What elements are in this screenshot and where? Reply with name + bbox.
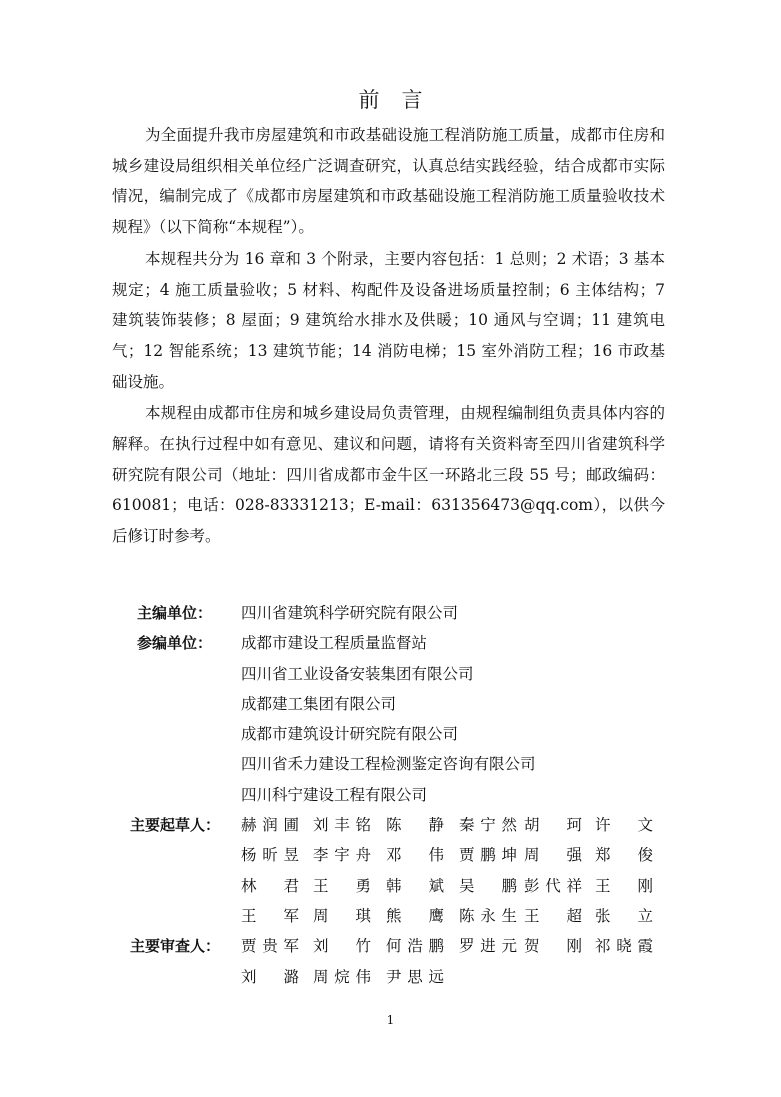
participating-unit-row xyxy=(112,659,672,689)
participating-unit-name: 成都市建设工程质量监督站 xyxy=(241,634,428,653)
participating-unit-row xyxy=(112,689,672,719)
drafter-name: 郑俊 xyxy=(595,846,653,865)
drafter-name: 李宇舟 xyxy=(313,846,371,865)
page-title: 前言 xyxy=(358,88,445,112)
drafter-name: 熊鹰 xyxy=(386,906,444,925)
drafter-name: 韩斌 xyxy=(386,876,444,895)
participating-unit-name: 成都市建筑设计研究院有限公司 xyxy=(241,725,459,744)
drafters-row xyxy=(112,901,672,931)
drafter-name: 陈静 xyxy=(386,816,444,835)
drafter-name: 许文 xyxy=(595,816,653,835)
page-number: 1 xyxy=(386,1013,395,1027)
participating-units-label: 参编单位： xyxy=(137,634,213,653)
preface-body xyxy=(112,120,665,552)
reviewer-name: 贾贵军 xyxy=(241,937,299,956)
participating-unit-row xyxy=(112,628,672,658)
drafters-row xyxy=(112,871,672,901)
drafter-name: 王超 xyxy=(524,906,582,925)
drafter-name: 杨昕昱 xyxy=(241,846,299,865)
preface-paragraph: 本规程共分为 16 章和 3 个附录，主要内容包括：1 总则；2 术语；3 基本规定；4 施工质量验收；5 材料、构配件及设备进场质量控制；6 主体结构；7 建筑装饰装修；8 屋面；9 建筑给水排水及供暖；10 通风与空调；11 建筑电气；12 智能系统；13 建筑节能；14 消防电梯；15 室外消防工程；16 市政基础设施。 xyxy=(112,249,665,391)
reviewer-name: 刘竹 xyxy=(313,937,371,956)
drafter-name: 张立 xyxy=(595,906,653,925)
reviewer-name: 尹思远 xyxy=(386,967,444,986)
participating-unit-row xyxy=(112,749,672,779)
reviewer-name: 贺刚 xyxy=(524,937,582,956)
participating-unit-name: 四川科宁建设工程有限公司 xyxy=(241,785,428,804)
drafter-name: 周琪 xyxy=(313,906,371,925)
preface-paragraph: 本规程由成都市住房和城乡建设局负责管理，由规程编制组负责具体内容的解释。在执行过程中如有意见、建议和问题，请将有关资料寄至四川省建筑科学研究院有限公司（地址：四川省成都市金牛区一环路北三段 55 号；邮政编码：610081；电话：028-83331213；E-mail：631356473@qq.com），以供今后修订时参考。 xyxy=(112,404,665,546)
drafter-name: 王刚 xyxy=(595,876,653,895)
preface-paragraph: 为全面提升我市房屋建筑和市政基础设施工程消防施工质量，成都市住房和城乡建设局组织相关单位经广泛调查研究，认真总结实践经验，结合成都市实际情况，编制完成了《成都市房屋建筑和市政基础设施工程消防施工质量验收技术规程》（以下简称“本规程”）。 xyxy=(112,126,665,237)
chief-unit-row xyxy=(112,598,672,628)
drafter-name: 王军 xyxy=(241,906,299,925)
drafter-name: 彭代祥 xyxy=(524,876,582,895)
participating-unit-name: 成都建工集团有限公司 xyxy=(241,694,397,713)
drafter-name: 秦宁然 xyxy=(459,816,517,835)
participating-unit-name: 四川省工业设备安装集团有限公司 xyxy=(241,664,474,683)
chief-unit-label: 主编单位： xyxy=(137,604,213,622)
drafter-name: 周强 xyxy=(524,846,582,865)
participating-unit-row xyxy=(112,719,672,749)
drafter-name: 胡珂 xyxy=(524,816,582,835)
reviewer-name: 何浩鹏 xyxy=(386,937,444,956)
contributors-section xyxy=(112,598,672,992)
drafter-name: 林君 xyxy=(241,876,299,895)
reviewers-row xyxy=(112,931,672,961)
reviewers-label: 主要审查人： xyxy=(130,937,221,956)
drafter-name: 王勇 xyxy=(313,876,371,895)
participating-unit-row xyxy=(112,780,672,810)
drafter-name: 陈永生 xyxy=(459,906,517,925)
drafter-name: 贾鹏坤 xyxy=(459,846,517,865)
reviewer-name: 罗进元 xyxy=(459,937,517,956)
drafters-row xyxy=(112,810,672,840)
reviewers-row xyxy=(112,962,672,992)
drafters-label: 主要起草人： xyxy=(130,816,221,835)
drafter-name: 吴鹏 xyxy=(459,876,517,895)
participating-unit-name: 四川省禾力建设工程检测鉴定咨询有限公司 xyxy=(241,755,536,774)
drafters-row xyxy=(112,840,672,870)
reviewer-name: 祁晓霞 xyxy=(595,937,653,956)
drafter-name: 邓伟 xyxy=(386,846,444,865)
drafter-name: 赫润圃 xyxy=(241,816,299,835)
chief-unit-name: 四川省建筑科学研究院有限公司 xyxy=(241,604,459,622)
drafter-name: 刘丰铭 xyxy=(313,816,371,835)
reviewer-name: 刘潞 xyxy=(241,967,299,986)
reviewer-name: 周烷伟 xyxy=(313,967,371,986)
